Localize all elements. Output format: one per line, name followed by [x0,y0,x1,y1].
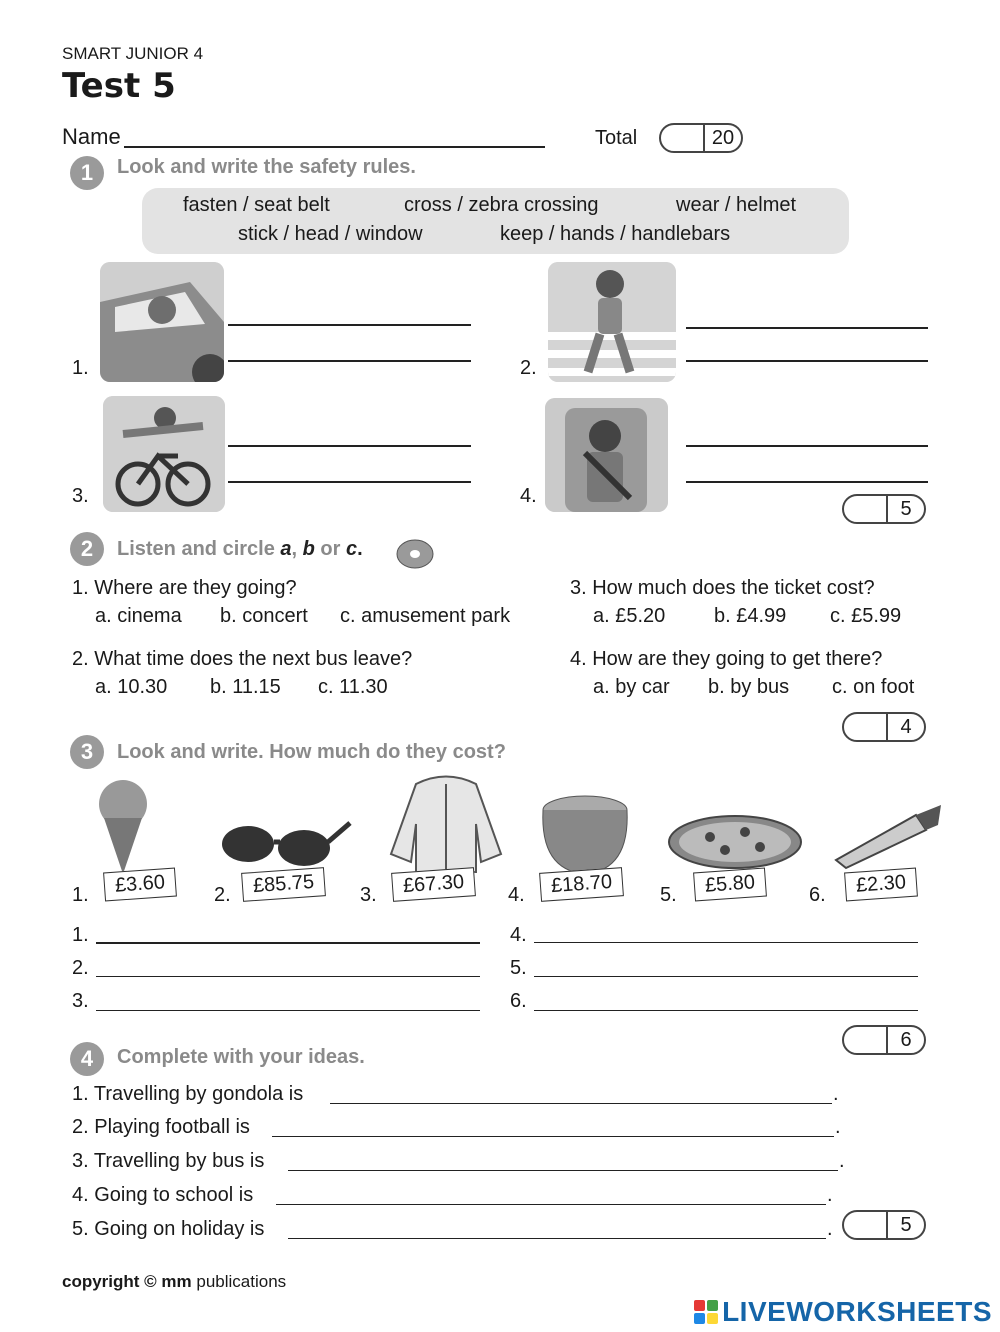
section-3-number: 3 [70,735,104,769]
price-tag: £85.75 [241,867,326,902]
option-a[interactable]: a. 10.30 [95,676,168,698]
item-number: 2. [214,884,231,906]
answer-line[interactable] [534,976,918,977]
answer-line[interactable] [228,481,471,483]
cd-icon [395,536,435,575]
section-3-score-box [842,1025,926,1055]
line-number: 6. [510,990,527,1012]
brand-icon [694,1300,718,1324]
question: 2. What time does the next bus leave? [72,648,413,670]
price-tag: £2.30 [844,868,918,902]
copyright: copyright © mm publications [62,1272,287,1291]
answer-line[interactable] [96,942,480,944]
line-number: 1. [72,924,89,946]
word-item: stick / head / window [238,223,423,245]
answer-line[interactable] [686,445,928,447]
option-c[interactable]: c. £5.99 [830,605,902,627]
item-number: 1. [72,884,89,906]
section-4-number: 4 [70,1042,104,1076]
answer-line[interactable] [96,976,480,977]
sentence-prompt: 3. Travelling by bus is [72,1150,265,1172]
series-label: SMART JUNIOR 4 [62,44,204,63]
answer-line[interactable] [228,324,471,326]
question: 4. How are they going to get there? [570,648,883,670]
total-label: Total [595,127,638,149]
page-title: Test 5 [62,66,176,106]
car-window-image [100,262,224,382]
brand-name: LIVEWORKSHEETS [722,1296,992,1327]
total-score: 20 [711,127,735,149]
section-score: 4 [900,716,912,738]
item-number: 6. [809,884,826,906]
price-tag: £5.80 [693,868,767,902]
option-b[interactable]: b. concert [220,605,308,627]
section-2-number: 2 [70,532,104,566]
answer-line[interactable] [228,445,471,447]
sunglasses-image [218,818,353,873]
period: . [827,1184,833,1206]
answer-line[interactable] [534,942,918,943]
line-number: 5. [510,957,527,979]
section-4-title: Complete with your ideas. [117,1046,365,1068]
section-1-number: 1 [70,156,104,190]
option-b[interactable]: b. by bus [708,676,790,698]
word-item: fasten / seat belt [183,194,330,216]
period: . [839,1150,845,1172]
line-number: 3. [72,990,89,1012]
section-score: 6 [900,1029,912,1051]
period: . [827,1218,833,1240]
answer-line[interactable] [288,1170,838,1171]
section-score: 5 [900,1214,912,1236]
price-tag: £18.70 [539,867,624,902]
pizza-image [665,812,805,877]
answer-line[interactable] [330,1103,832,1104]
item-number: 5. [660,884,677,906]
price-tag: £3.60 [103,868,177,902]
section-1-title: Look and write the safety rules. [117,156,416,178]
word-item: cross / zebra crossing [404,194,599,216]
liveworksheets-logo[interactable] [694,1296,992,1328]
option-a[interactable]: a. by car [593,676,670,698]
item-number: 3. [360,884,377,906]
section-2-score-box [842,712,926,742]
option-c[interactable]: c. on foot [832,676,915,698]
item-number: 4. [508,884,525,906]
pen-image [826,800,946,875]
answer-line[interactable] [228,360,471,362]
item-number: 1. [72,357,89,379]
sentence-prompt: 5. Going on holiday is [72,1218,265,1240]
word-item: wear / helmet [676,194,797,216]
section-score: 5 [900,498,912,520]
period: . [833,1083,839,1105]
option-c[interactable]: c. 11.30 [318,676,388,698]
answer-line[interactable] [288,1238,826,1239]
sentence-prompt: 1. Travelling by gondola is [72,1083,304,1105]
period: . [835,1116,841,1138]
name-label: Name [62,124,121,149]
option-b[interactable]: b. 11.15 [210,676,281,698]
item-number: 2. [520,357,537,379]
section-4-score-box [842,1210,926,1240]
price-tag: £67.30 [391,867,476,902]
total-score-box [659,123,743,153]
answer-line[interactable] [276,1204,826,1205]
question: 3. How much does the ticket cost? [570,577,875,599]
bicycle-image [103,396,225,512]
option-c[interactable]: c. amusement park [340,605,511,627]
answer-line[interactable] [686,327,928,329]
line-number: 2. [72,957,89,979]
item-number: 3. [72,485,89,507]
answer-line[interactable] [96,1010,480,1011]
sentence-prompt: 4. Going to school is [72,1184,254,1206]
option-a[interactable]: a. £5.20 [593,605,666,627]
section-2-title: Listen and circle a, b or c. [117,538,363,560]
option-b[interactable]: b. £4.99 [714,605,787,627]
line-number: 4. [510,924,527,946]
answer-line[interactable] [686,481,928,483]
answer-line[interactable] [534,1010,918,1011]
seat-belt-image [545,398,668,512]
section-1-score-box [842,494,926,524]
jacket-image [386,774,506,879]
answer-line[interactable] [272,1136,834,1137]
sentence-prompt: 2. Playing football is [72,1116,250,1138]
zebra-crossing-image [548,262,676,382]
name-input-line[interactable] [124,146,545,148]
option-a[interactable]: a. cinema [95,605,182,627]
answer-line[interactable] [686,360,928,362]
question: 1. Where are they going? [72,577,297,599]
section-3-title: Look and write. How much do they cost? [117,741,506,763]
word-item: keep / hands / handlebars [500,223,731,245]
item-number: 4. [520,485,537,507]
ice-cream-image [88,776,158,881]
